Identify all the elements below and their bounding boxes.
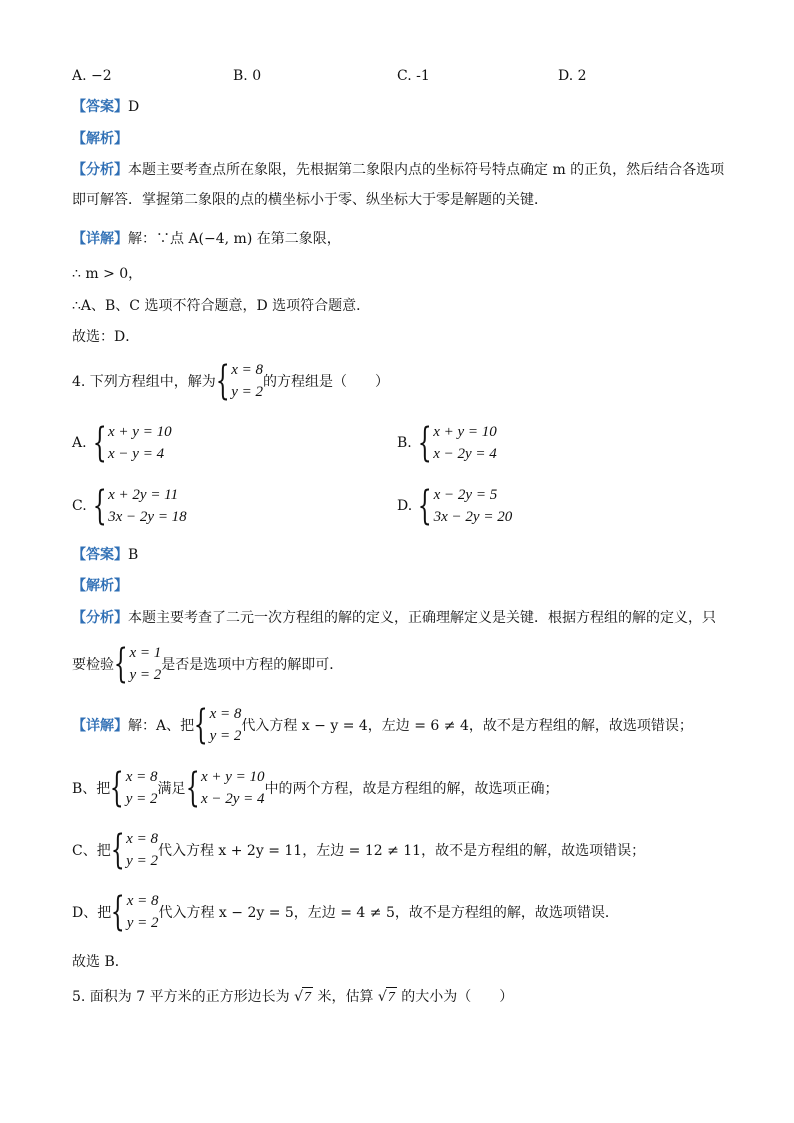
q3-answer: 【答案】D (72, 99, 140, 115)
q3-option-c: C. -1 (397, 68, 430, 84)
q4-option-d: D. { x − 2y = 5 3x − 2y = 20 (397, 483, 513, 529)
q3-step3: ∴A、B、C 选项不符合题意，D 选项符合题意． (72, 298, 371, 314)
q4-choose: 故选 B． (72, 954, 129, 970)
q3-xiangjie-line1: 【详解】解：∵点 A(−4, m) 在第二象限， (72, 231, 341, 247)
q3-analysis-heading: 【解析】 (72, 131, 128, 147)
solution-system: { x = 8 y = 2 (215, 358, 264, 404)
q3-option-d: D. 2 (558, 68, 587, 84)
q3-choose: 故选：D． (72, 329, 140, 345)
q4-detail-b: B、把 { x = 8 y = 2 满足 { x + y = 10 x − 2y = 4 中的两个方程，故是方程组的解，故选项正确； (72, 765, 559, 811)
q4-detail-c: C、把 { x = 8 y = 2 代入方程 x + 2y = 11，左边 = 12 ≠ 11，故不是方程组的解，故选项错误； (72, 827, 646, 873)
q3-option-b: B. 0 (233, 68, 262, 84)
q4-fenxi-line1: 【分析】本题主要考查了二元一次方程组的解的定义，正确理解定义是关键．根据方程组的解的定义，只 (72, 610, 716, 626)
q4-answer: 【答案】B (72, 547, 139, 563)
q5-stem: 5. 面积为 7 平方米的正方形边长为 √7 米，估算 √7 的大小为（ ） (72, 987, 513, 1008)
q4-analysis-heading: 【解析】 (72, 578, 128, 594)
q3-fenxi-line2: 即可解答．掌握第二象限的点的横坐标小于零、纵坐标大于零是解题的关键． (72, 192, 548, 208)
q3-option-a: A. −2 (72, 68, 112, 84)
q3-step2: ∴ m > 0， (72, 266, 143, 282)
q4-detail-a: 【详解】 解：A、把 { x = 8 y = 2 代入方程 x − y = 4，左边 = 6 ≠ 4，故不是方程组的解，故选项错误； (72, 702, 693, 748)
q3-fenxi-line1: 【分析】本题主要考查点所在象限，先根据第二象限内点的坐标符号特点确定 m 的正负，然后结合各选项 (72, 162, 725, 178)
q4-detail-d: D、把 { x = 8 y = 2 代入方程 x − 2y = 5，左边 = 4 ≠ 5，故不是方程组的解，故选项错误． (72, 889, 619, 935)
q4-stem: 4. 下列方程组中，解为 { x = 8 y = 2 的方程组是（ ） (72, 358, 390, 404)
q4-fenxi-line2: 要检验 { x = 1 y = 2 是否是选项中方程的解即可． (72, 641, 344, 687)
q4-option-b: B. { x + y = 10 x − 2y = 4 (397, 420, 497, 466)
q4-option-c: C. { x + 2y = 11 3x − 2y = 18 (72, 483, 187, 529)
q4-option-a: A. { x + y = 10 x − y = 4 (72, 420, 172, 466)
